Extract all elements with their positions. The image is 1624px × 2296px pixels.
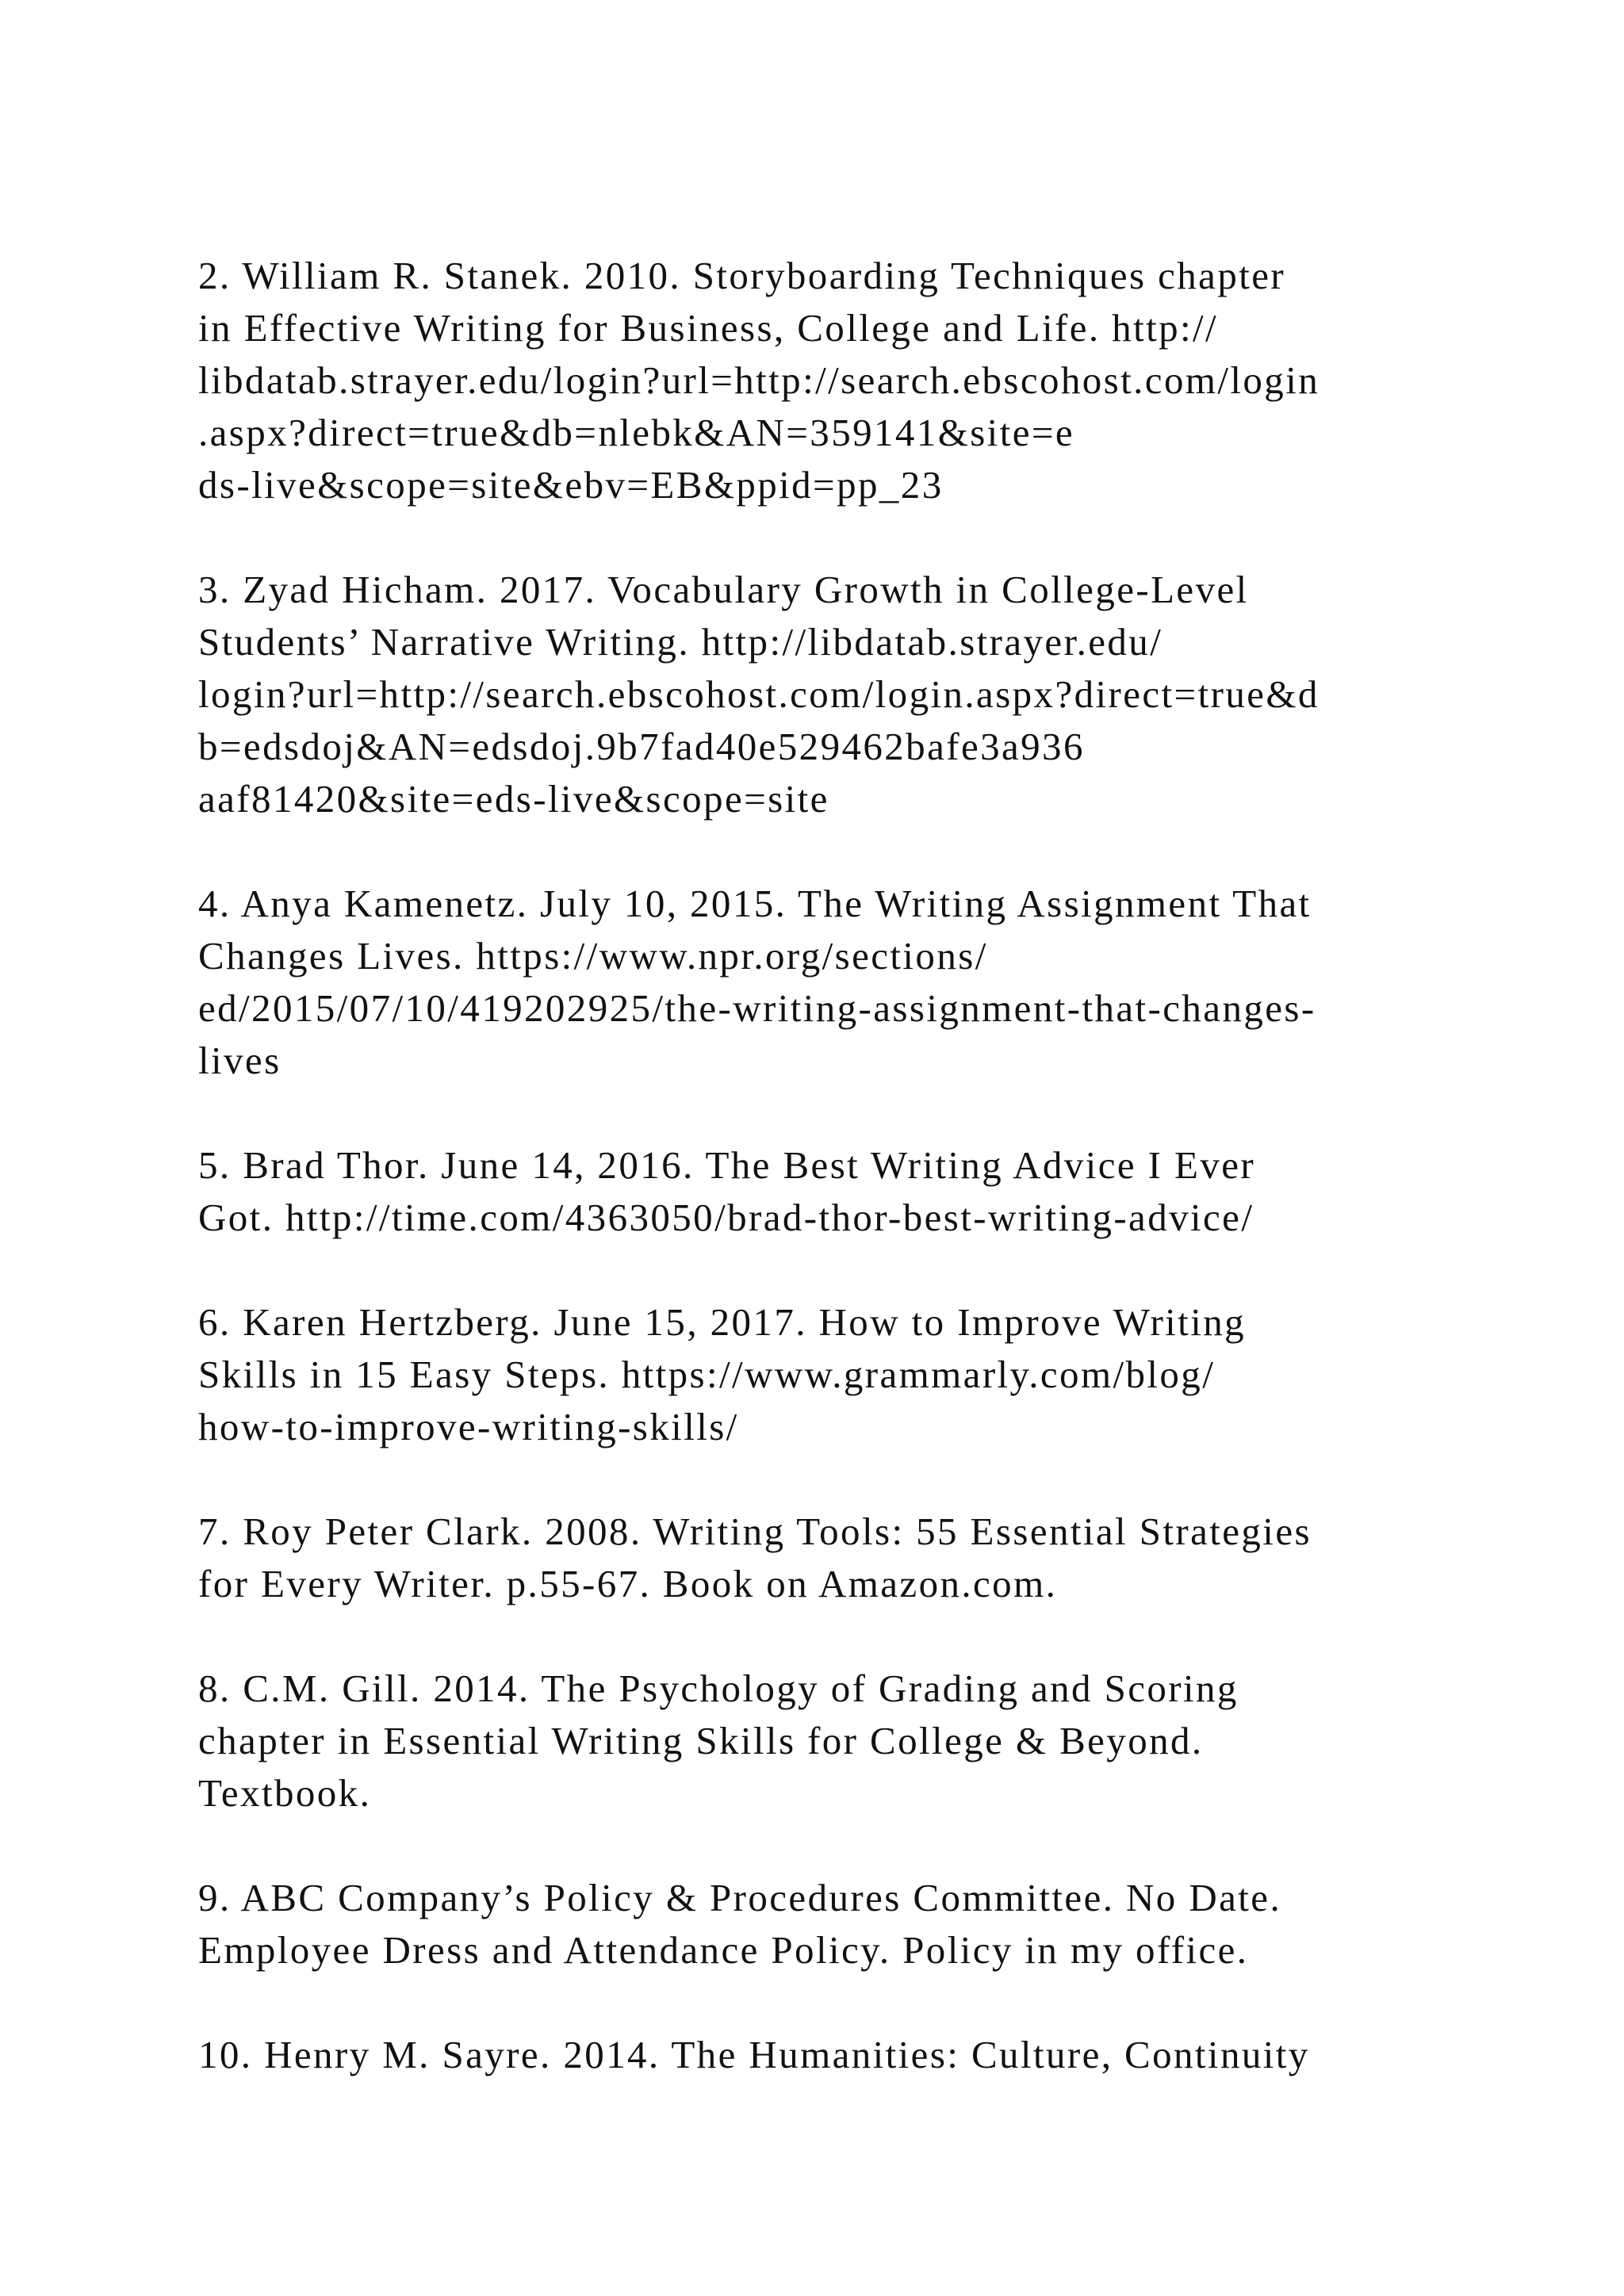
reference-item-2 <box>198 250 1451 511</box>
reference-item-8 <box>198 1663 1451 1820</box>
reference-line: 2. William R. Stanek. 2010. Storyboarding Techniques chapter <box>198 254 1286 297</box>
reference-line: 7. Roy Peter Clark. 2008. Writing Tools: 55 Essential Strategies <box>198 1510 1312 1553</box>
reference-line: Got. http://time.com/4363050/brad-thor-best-writing-advice/ <box>198 1196 1254 1239</box>
reference-item-5 <box>198 1139 1451 1244</box>
reference-line: 9. ABC Company’s Policy & Procedures Committee. No Date. <box>198 1876 1282 1919</box>
reference-line: Employee Dress and Attendance Policy. Policy in my office. <box>198 1928 1249 1972</box>
reference-line: .aspx?direct=true&db=nlebk&AN=359141&site=e <box>198 411 1075 454</box>
reference-line: how-to-improve-writing-skills/ <box>198 1405 739 1448</box>
reference-line: 6. Karen Hertzberg. June 15, 2017. How to Improve Writing <box>198 1300 1247 1344</box>
reference-line: lives <box>198 1039 282 1082</box>
reference-line: 8. C.M. Gill. 2014. The Psychology of Grading and Scoring <box>198 1667 1239 1710</box>
reference-line: Textbook. <box>198 1771 372 1815</box>
reference-line: libdatab.strayer.edu/login?url=http://search.ebscohost.com/login <box>198 358 1320 402</box>
reference-line: Skills in 15 Easy Steps. https://www.grammarly.com/blog/ <box>198 1353 1216 1396</box>
reference-item-4 <box>198 878 1451 1087</box>
reference-item-6 <box>198 1296 1451 1453</box>
reference-line: chapter in Essential Writing Skills for College & Beyond. <box>198 1719 1204 1762</box>
reference-line: ds-live&scope=site&ebv=EB&ppid=pp_23 <box>198 463 944 507</box>
reference-line: Students’ Narrative Writing. http://libdatab.strayer.edu/ <box>198 620 1163 664</box>
reference-line: for Every Writer. p.55-67. Book on Amazon.com. <box>198 1562 1058 1605</box>
reference-line: b=edsdoj&AN=edsdoj.9b7fad40e529462bafe3a936 <box>198 725 1085 768</box>
reference-line: aaf81420&site=eds-live&scope=site <box>198 777 829 821</box>
reference-line: 4. Anya Kamenetz. July 10, 2015. The Writing Assignment That <box>198 882 1312 925</box>
reference-line: ed/2015/07/10/419202925/the-writing-assignment-that-changes- <box>198 986 1316 1030</box>
reference-item-7 <box>198 1506 1451 1610</box>
reference-line: 5. Brad Thor. June 14, 2016. The Best Writing Advice I Ever <box>198 1143 1256 1187</box>
reference-line: 10. Henry M. Sayre. 2014. The Humanities: Culture, Continuity <box>198 2033 1310 2076</box>
reference-item-3 <box>198 564 1451 825</box>
reference-item-10 <box>198 2029 1451 2081</box>
reference-list <box>198 250 1451 2081</box>
reference-line: login?url=http://search.ebscohost.com/login.aspx?direct=true&d <box>198 672 1320 716</box>
reference-line: in Effective Writing for Business, College and Life. http:// <box>198 306 1219 350</box>
reference-line: Changes Lives. https://www.npr.org/sections/ <box>198 934 988 978</box>
reference-item-9 <box>198 1872 1451 1976</box>
reference-line: 3. Zyad Hicham. 2017. Vocabulary Growth in College-Level <box>198 568 1249 611</box>
